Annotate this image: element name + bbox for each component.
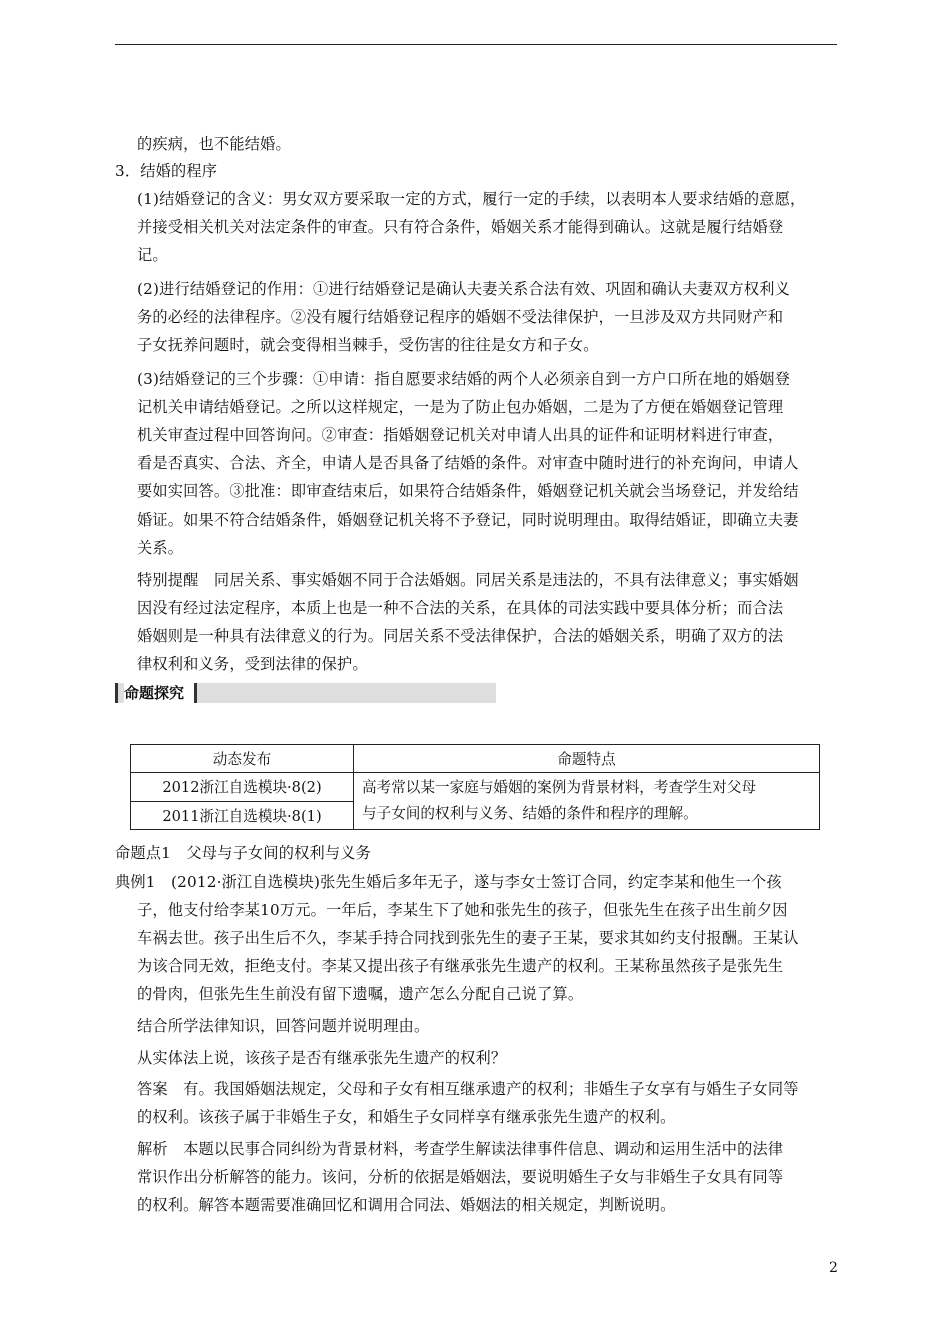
text-line: 结合所学法律知识，回答问题并说明理由。 bbox=[137, 1017, 430, 1035]
text-line: 因没有经过法定程序，本质上也是一种不合法的关系，在具体的司法实践中要具体分析；而合法 bbox=[137, 599, 784, 617]
section-header-bar bbox=[115, 683, 496, 703]
text-line: 要如实回答。③批准：即审查结束后，如果符合结婚条件，婚姻登记机关就会当场登记，并发给结 bbox=[137, 482, 799, 500]
exam-info-table bbox=[130, 744, 820, 830]
table-header-left: 动态发布 bbox=[131, 745, 354, 773]
text-line: 车祸去世。孩子出生后不久，李某手持合同找到张先生的妻子王某，要求其如约支付报酬。王某认 bbox=[137, 929, 799, 947]
text-line: (3)结婚登记的三个步骤：①申请：指自愿要求结婚的两个人必须亲自到一方户口所在地的婚姻登 bbox=[137, 370, 791, 388]
text-line: 子，他支付给李某10万元。一年后，李某生下了她和张先生的孩子，但张先生在孩子出生前夕因 bbox=[137, 901, 788, 919]
header-rule bbox=[115, 44, 837, 45]
text-line: 子女抚养问题时，就会变得相当棘手，受伤害的往往是女方和子女。 bbox=[137, 336, 599, 354]
text-line: 解析 本题以民事合同纠纷为背景材料，考查学生解读法律事件信息、调动和运用生活中的法律 bbox=[137, 1140, 784, 1158]
text-line: 的权利。该孩子属于非婚生子女，和婚生子女同样享有继承张先生遗产的权利。 bbox=[137, 1108, 676, 1126]
text-line: 为该合同无效，拒绝支付。李某又提出孩子有继承张先生遗产的权利。王某称虽然孩子是张先生 bbox=[137, 957, 784, 975]
section-title: 命题探究 bbox=[124, 683, 197, 703]
text-line: 命题点1 父母与子女间的权利与义务 bbox=[115, 844, 372, 862]
page-number: 2 bbox=[829, 1260, 838, 1276]
table-cell-line: 高考常以某一家庭与婚姻的案例为背景材料，考查学生对父母 bbox=[362, 779, 757, 796]
text-line: 婚证。如果不符合结婚条件，婚姻登记机关将不予登记，同时说明理由。取得结婚证，即确立夫妻 bbox=[137, 511, 799, 529]
text-line: 务的必经的法律程序。②没有履行结婚登记程序的婚姻不受法律保护，一旦涉及双方共同财产和 bbox=[137, 308, 784, 326]
text-line: 的权利。解答本题需要准确回忆和调用合同法、婚姻法的相关规定，判断说明。 bbox=[137, 1196, 676, 1214]
text-line: 答案 有。我国婚姻法规定，父母和子女有相互继承遗产的权利；非婚生子女享有与婚生子女同等 bbox=[137, 1080, 799, 1098]
text-line: 并接受相关机关对法定条件的审查。只有符合条件，婚姻关系才能得到确认。这就是履行结婚登 bbox=[137, 218, 784, 236]
text-line: (1)结婚登记的含义：男女双方要采取一定的方式，履行一定的手续，以表明本人要求结婚的意愿， bbox=[137, 190, 806, 208]
text-line: 的骨肉，但张先生生前没有留下遗嘱，遗产怎么分配自己说了算。 bbox=[137, 985, 584, 1003]
text-line: 3．结婚的程序 bbox=[115, 162, 218, 180]
table-cell: 2011浙江自选模块·8(1) bbox=[131, 801, 354, 830]
text-line: (2)进行结婚登记的作用：①进行结婚登记是确认夫妻关系合法有效、巩固和确认夫妻双方权利义 bbox=[137, 280, 791, 298]
table-cell-line: 与子女间的权利与义务、结婚的条件和程序的理解。 bbox=[362, 805, 698, 822]
text-line: 关系。 bbox=[137, 539, 184, 557]
text-line: 常识作出分析解答的能力。该问，分析的依据是婚姻法，要说明婚生子女与非婚生子女具有同等 bbox=[137, 1168, 784, 1186]
text-line: 律权利和义务，受到法律的保护。 bbox=[137, 655, 368, 673]
table-cell-features bbox=[354, 773, 820, 830]
text-line: 典例1 (2012·浙江自选模块)张先生婚后多年无子，遂与李女士签订合同，约定李某和他生一个孩 bbox=[115, 873, 782, 891]
text-line: 机关审查过程中回答询问。②审查：指婚姻登记机关对申请人出具的证件和证明材料进行审查， bbox=[137, 426, 784, 444]
text-line: 特别提醒 同居关系、事实婚姻不同于合法婚姻。同居关系是违法的，不具有法律意义；事实婚姻 bbox=[137, 571, 799, 589]
text-line: 记。 bbox=[137, 246, 168, 264]
text-line: 从实体法上说，该孩子是否有继承张先生遗产的权利？ bbox=[137, 1049, 507, 1067]
table-header-row bbox=[131, 745, 820, 773]
text-line: 看是否真实、合法、齐全，申请人是否具备了结婚的条件。对审查中随时进行的补充询问，申请人 bbox=[137, 454, 799, 472]
table-header-right: 命题特点 bbox=[354, 745, 820, 773]
table-row bbox=[131, 773, 820, 802]
table-cell: 2012浙江自选模块·8(2) bbox=[131, 773, 354, 802]
text-line: 记机关申请结婚登记。之所以这样规定，一是为了防止包办婚姻，二是为了方便在婚姻登记管理 bbox=[137, 398, 784, 416]
text-line: 婚姻则是一种具有法律意义的行为。同居关系不受法律保护，合法的婚姻关系，明确了双方的法 bbox=[137, 627, 784, 645]
text-line: 的疾病，也不能结婚。 bbox=[137, 135, 291, 153]
